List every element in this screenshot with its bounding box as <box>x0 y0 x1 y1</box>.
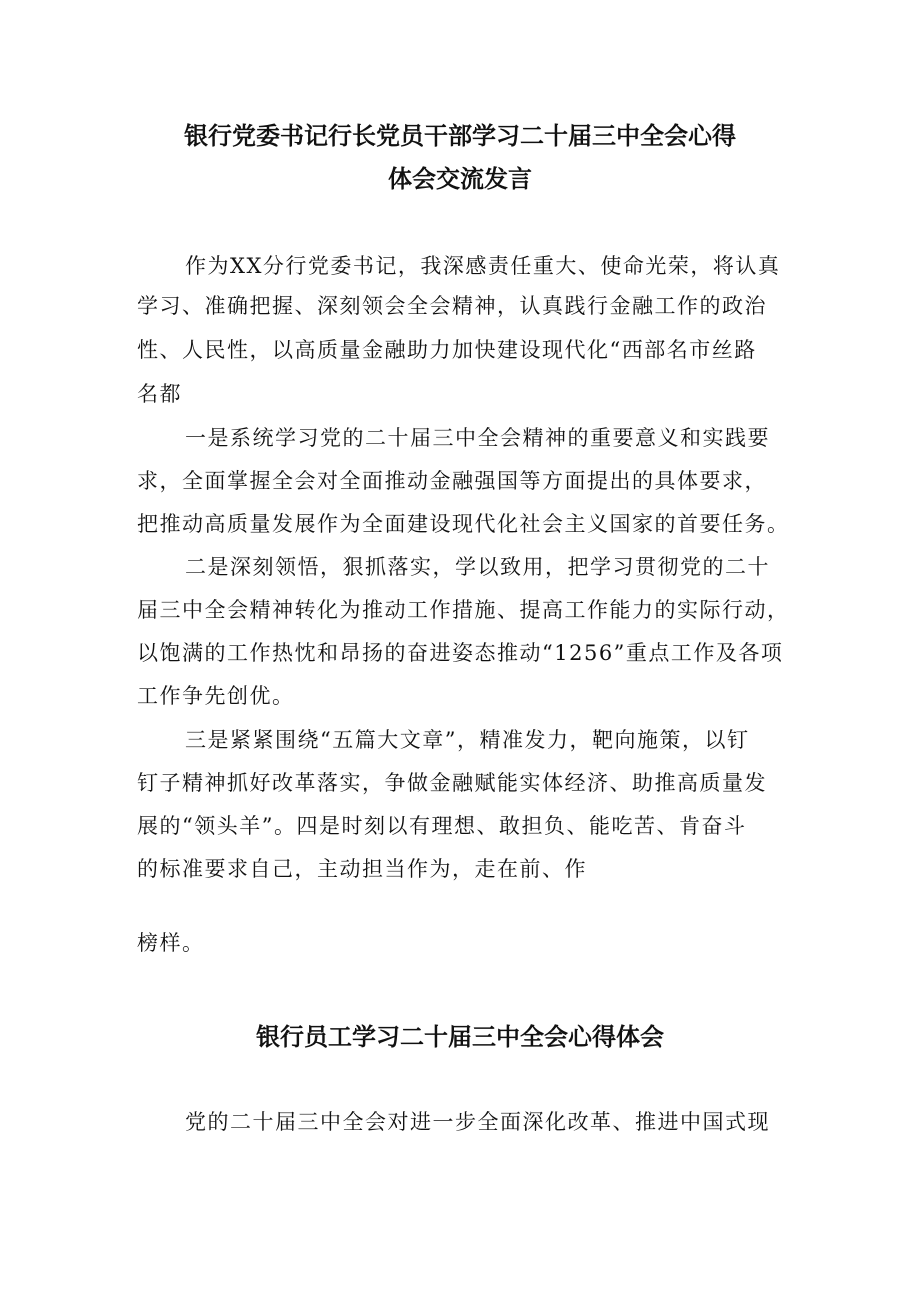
paragraph-line: 展的“领头羊”。四是时刻以有理想、敢担负、能吃苦、肯奋斗 <box>137 814 747 838</box>
section-two-title: 银行员工学习二十届三中全会心得体会 <box>256 1023 664 1051</box>
paragraph-line: 工作争先创优。 <box>137 684 295 708</box>
paragraph-line: 把推动高质量发展作为全面建设现代化社会主义国家的首要任务。 <box>137 512 790 536</box>
paragraph-line: 三是紧紧围绕“五篇大文章”，精准发力，靶向施策，以钉 <box>185 728 750 752</box>
paragraph-line: 作为XX分行党委书记，我深感责任重大、使命光荣，将认真 <box>185 254 781 278</box>
paragraph-line: 性、人民性，以高质量金融助力加快建设现代化“西部名市丝路 <box>137 338 757 362</box>
document-title-line-2: 体会交流发言 <box>388 165 532 193</box>
paragraph-line: 学习、准确把握、深刻领会全会精神，认真践行金融工作的政治 <box>137 294 767 318</box>
document-title-line-1: 银行党委书记行长党员干部学习二十届三中全会心得 <box>184 122 736 150</box>
paragraph-line: 求，全面掌握全会对全面推动金融强国等方面提出的具体要求， <box>137 469 767 493</box>
paragraph-line: 钉子精神抓好改革落实，争做金融赋能实体经济、助推高质量发 <box>137 771 767 795</box>
paragraph-line: 届三中全会精神转化为推动工作措施、提高工作能力的实际行动， <box>137 598 790 622</box>
closing-line: 榜样。 <box>137 931 205 955</box>
paragraph-line: 二是深刻领悟，狠抓落实，学以致用，把学习贯彻党的二十 <box>185 555 770 579</box>
paragraph-line: 一是系统学习党的二十届三中全会精神的重要意义和实践要 <box>185 426 770 450</box>
paragraph-line: 以饱满的工作热忱和昂扬的奋进姿态推动“1256”重点工作及各项 <box>137 641 784 665</box>
paragraph-line: 名都 <box>137 382 182 406</box>
paragraph-line: 党的二十届三中全会对进一步全面深化改革、推进中国式现 <box>185 1110 770 1134</box>
paragraph-line: 的标准要求自己，主动担当作为，走在前、作 <box>137 857 587 881</box>
